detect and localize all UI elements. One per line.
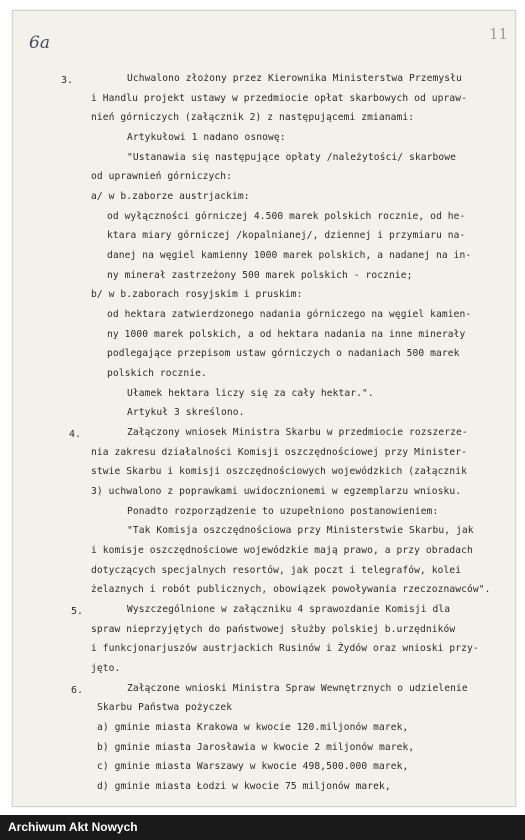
text-line: od wyłączności górniczej 4.500 marek polskich rocznie, od he-	[107, 211, 466, 222]
corner-pencil-mark: 11	[489, 25, 509, 43]
text-line: jęto.	[91, 663, 121, 674]
text-line: Ułamek hektara liczy się za cały hektar.".	[127, 388, 374, 399]
text-line: Wyszczególnione w załączniku 4 sprawozdanie Komisji dla	[127, 604, 451, 615]
text-line: i funkcjonarjuszów austrjackich Rusinów i Żydów oraz wnioski przy-	[91, 643, 479, 654]
text-line: nień górniczych (załącznik 2) z następującemi zmianami:	[91, 112, 415, 123]
text-line: a) gminie miasta Krakowa w kwocie 120.miljonów marek,	[97, 722, 409, 733]
handwritten-page-number: 6a	[29, 33, 50, 53]
text-line: Załączone wnioski Ministra Spraw Wewnętrznych o udzielenie	[127, 683, 468, 694]
text-line: "Ustanawia się następujące opłaty /należytości/ skarbowe	[127, 152, 457, 163]
text-line: nia zakresu działalności Komisji oszczędnościowej przy Minister-	[91, 447, 468, 458]
text-line: stwie Skarbu i komisji oszczędnościowych wojewódzkich (załącznik	[91, 466, 468, 477]
text-line: Uchwalono złożony przez Kierownika Ministerstwa Przemysłu	[127, 73, 462, 84]
text-line: spraw nieprzyjętych do państwowej służby polskiej b.urzędników	[91, 624, 456, 635]
text-line: 3) uchwalono z poprawkami uwidocznionemi w egzemplarzu wniosku.	[91, 486, 462, 497]
section-number: 6.	[71, 685, 84, 696]
text-line: ktara miary górniczej /kopalnianej/, dziennej i przymiaru na-	[107, 230, 466, 241]
text-line: polskich rocznie.	[107, 368, 207, 379]
text-line: ny 1000 marek polskich, a od hektara nadania na inne minerały	[107, 329, 466, 340]
text-line: "Tak Komisja oszczędnościowa przy Ministerstwie Skarbu, jak	[127, 525, 474, 536]
text-line: d) gminie miasta Łodzi w kwocie 75 miljonów marek,	[97, 781, 391, 792]
text-line: Skarbu Państwa pożyczek	[97, 702, 233, 713]
text-line: i Handlu projekt ustawy w przedmiocie opłat skarbowych od upraw-	[91, 93, 468, 104]
text-line: b) gminie miasta Jarosławia w kwocie 2 miljonów marek,	[97, 742, 415, 753]
section-number: 5.	[71, 606, 84, 617]
text-line: Artykuł 3 skreślono.	[127, 407, 245, 418]
text-line: od hektara zatwierdzonego nadania górniczego na węgiel kamien-	[107, 309, 472, 320]
text-line: Artykułowi 1 nadano osnowę:	[127, 132, 286, 143]
text-line: od uprawnień górniczych:	[91, 171, 233, 182]
text-line: żelaznych i robót publicznych, obowiązek powoływania rzeczoznawców".	[91, 584, 491, 595]
text-line: danej na węgiel kamienny 1000 marek polskich, a nadanej na in-	[107, 250, 472, 261]
text-line: Ponadto rozporządzenie to uzupełniono postanowieniem:	[127, 506, 439, 517]
text-line: a/ w b.zaborze austrjackim:	[91, 191, 250, 202]
document-page	[12, 10, 516, 807]
text-line: podlegające przepisom ustaw górniczych o nadaniach 500 marek	[107, 348, 460, 359]
section-number: 3.	[61, 75, 74, 86]
text-line: b/ w b.zaborach rosyjskim i pruskim:	[91, 289, 303, 300]
archive-footer-bar: Archiwum Akt Nowych	[0, 815, 525, 840]
text-line: ny minerał zastrzeżony 500 marek polskich - rocznie;	[107, 270, 413, 281]
text-line: dotyczących specjalnych resortów, jak poczt i telegrafów, kolei	[91, 565, 462, 576]
text-line: i komisje oszczędnościowe wojewódzkie mają prawo, a przy obradach	[91, 545, 473, 556]
text-line: c) gminie miasta Warszawy w kwocie 498,500.000 marek,	[97, 761, 409, 772]
section-number: 4.	[69, 429, 82, 440]
text-line: Załączony wniosek Ministra Skarbu w przedmiocie rozszerze-	[127, 427, 468, 438]
